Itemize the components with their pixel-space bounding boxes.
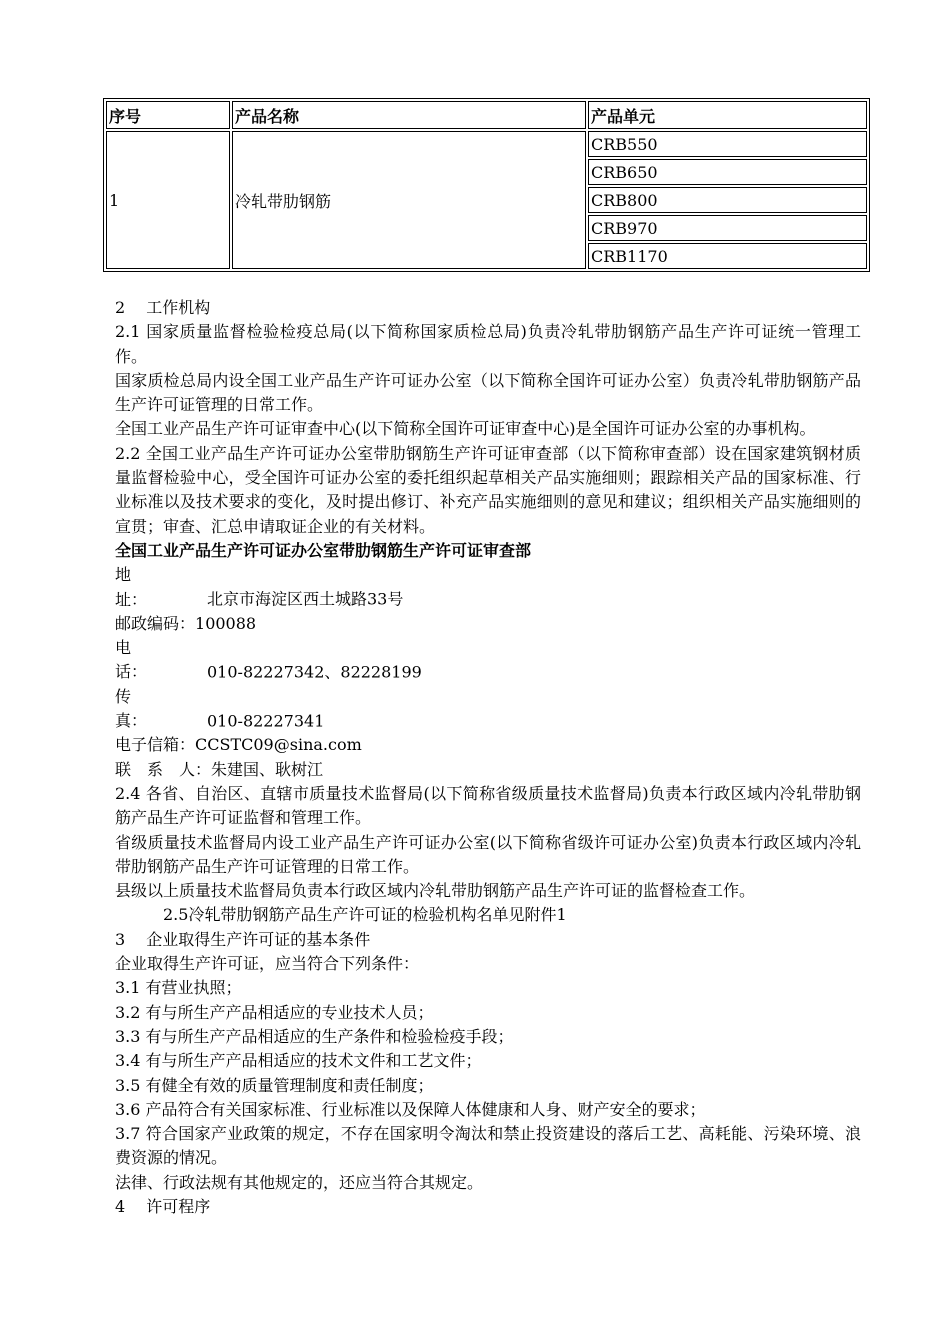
- paragraph: 2.5冷轧带肋钢筋产品生产许可证的检验机构名单见附件1: [163, 905, 567, 925]
- cell-unit: CRB800: [588, 187, 867, 213]
- address-label: 地 址：: [115, 565, 180, 609]
- phone-label: 电 话：: [115, 638, 180, 682]
- postcode-label: 邮政编码：: [115, 613, 196, 633]
- cell-unit: CRB970: [588, 215, 867, 241]
- email-value: CCSTC09@sina.com: [195, 735, 362, 755]
- cell-unit: CRB550: [588, 131, 867, 157]
- fax-line: [115, 685, 861, 734]
- paragraph: 国家质检总局内设全国工业产品生产许可证办公室（以下简称全国许可证办公室）负责冷轧带肋钢筋产品生产许可证管理的日常工作。: [115, 370, 861, 415]
- address-line: [115, 563, 861, 612]
- header-product-unit: 产品单元: [588, 101, 867, 129]
- paragraph: 全国工业产品生产许可证审查中心(以下简称全国许可证审查中心)是全国许可证办公室的办事机构。: [115, 419, 816, 439]
- cell-no: 1: [106, 131, 230, 269]
- paragraph: 法律、行政法规有其他规定的，还应当符合其规定。: [115, 1172, 484, 1192]
- condition-item: 3.2 有与所生产产品相适应的专业技术人员；: [115, 1002, 434, 1022]
- paragraph: 企业取得生产许可证，应当符合下列条件：: [115, 954, 420, 974]
- fax-value: 010-82227341: [207, 711, 325, 731]
- condition-item: 3.7 符合国家产业政策的规定，不存在国家明令淘汰和禁止投资建设的落后工艺、高耗能、污染环境、浪费资源的情况。: [115, 1124, 861, 1168]
- cell-unit: CRB650: [588, 159, 867, 185]
- phone-value: 010-82227342、82228199: [207, 662, 422, 682]
- section-heading-3: 3 企业取得生产许可证的基本条件: [115, 929, 371, 949]
- paragraph: 县级以上质量技术监督局负责本行政区域内冷轧带肋钢筋产品生产许可证的监督检查工作。: [115, 881, 756, 901]
- contact-label: 联 系 人：: [115, 759, 212, 779]
- condition-item: 3.4 有与所生产产品相适应的技术文件和工艺文件；: [115, 1051, 482, 1071]
- condition-item: 3.3 有与所生产产品相适应的生产条件和检验检疫手段；: [115, 1026, 514, 1046]
- table-row: [106, 131, 867, 157]
- paragraph: 2.2 全国工业产品生产许可证办公室带肋钢筋生产许可证审查部（以下简称审查部）设在国家建筑钢材质量监督检验中心，受全国许可证办公室的委托组织起草相关产品实施细则；跟踪相关产品的国家标准、行业标准以及技术要求的变化，及时提出修订、补充产品实施细则的意见和建议；组织相关产品实施细则的宣贯；审查、汇总申请取证企业的有关材料。: [115, 443, 861, 536]
- department-title: 全国工业产品生产许可证办公室带肋钢筋生产许可证审查部: [115, 540, 532, 560]
- condition-item: 3.1 有营业执照；: [115, 978, 242, 998]
- paragraph: 2.4 各省、自治区、直辖市质量技术监督局(以下简称省级质量技术监督局)负责本行政区域内冷轧带肋钢筋产品生产许可证监督和管理工作。: [115, 783, 861, 828]
- postcode-line: [115, 612, 861, 636]
- table-header-row: [106, 101, 867, 129]
- fax-label: 传 真：: [115, 686, 180, 731]
- email-line: [115, 733, 861, 757]
- header-no: 序号: [106, 101, 230, 129]
- cell-product-name: 冷轧带肋钢筋: [232, 131, 586, 269]
- email-label: 电子信箱：: [115, 735, 196, 755]
- phone-line: [115, 636, 861, 685]
- cell-unit: CRB1170: [588, 243, 867, 269]
- contact-value: 朱建国、耿树江: [211, 759, 324, 779]
- header-product-name: 产品名称: [232, 101, 586, 129]
- paragraph: 省级质量技术监督局内设工业产品生产许可证办公室(以下简称省级许可证办公室)负责本行政区域内冷轧带肋钢筋产品生产许可证管理的日常工作。: [115, 832, 861, 876]
- paragraph: 2.1 国家质量监督检验检疫总局(以下简称国家质检总局)负责冷轧带肋钢筋产品生产许可证统一管理工作。: [115, 322, 861, 366]
- postcode-value: 100088: [195, 613, 257, 633]
- address-value: 北京市海淀区西土城路33号: [207, 589, 404, 609]
- section-heading-2: 2 工作机构: [115, 298, 211, 317]
- document-body: [115, 296, 861, 1219]
- product-table: [103, 98, 870, 272]
- condition-item: 3.6 产品符合有关国家标准、行业标准以及保障人体健康和人身、财产安全的要求；: [115, 1099, 706, 1119]
- contact-line: [115, 758, 861, 782]
- condition-item: 3.5 有健全有效的质量管理制度和责任制度；: [115, 1075, 434, 1095]
- section-heading-4: 4 许可程序: [115, 1196, 211, 1216]
